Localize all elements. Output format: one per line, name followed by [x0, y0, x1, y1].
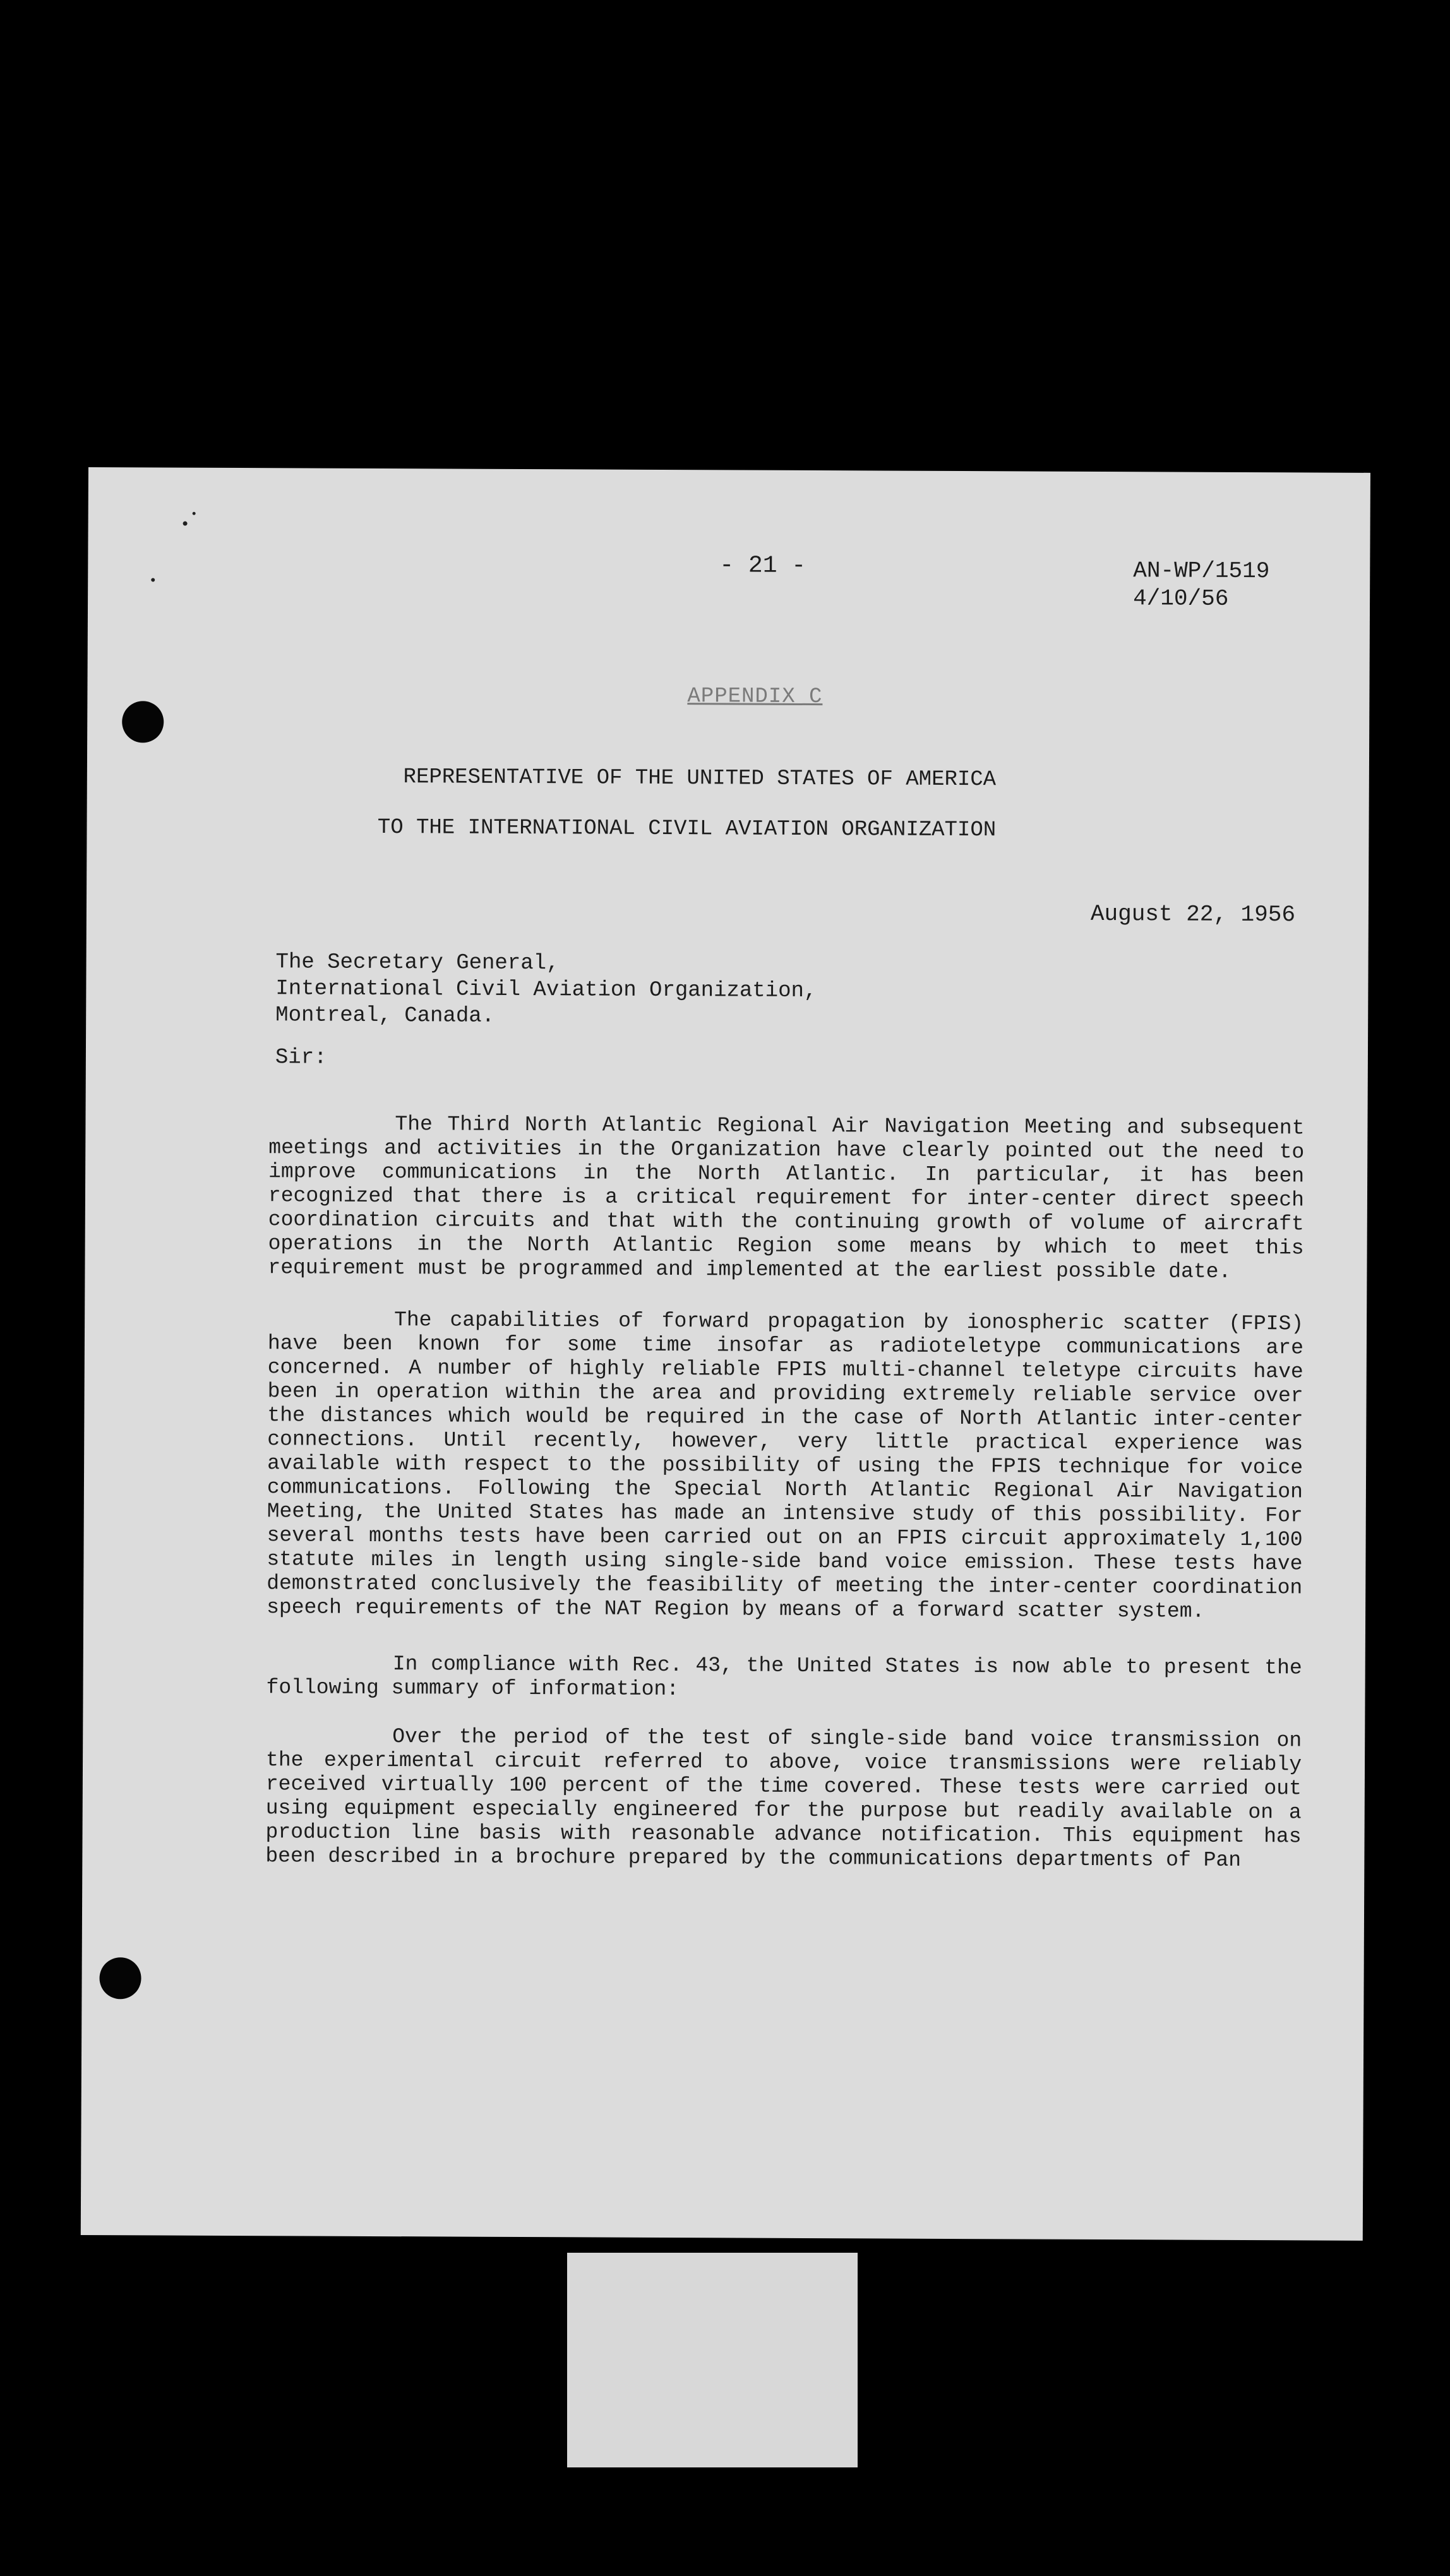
paragraph-2: The capabilities of forward propagation by ionospheric scatter (FPIS) have been known for some time insofar as radioteletype communications are concerned. A number of highly reliable FPIS multi-channel teletype circuits have been in operation within the area and providing extremely reliable service over the distances which would be required in the case of North Atlantic inter-center connections. Until recently, however, very little practical experience was available with respect to the possibility of using the FPIS technique for voice communications. Following the Special North Atlantic Regional Air Navigation Meeting, the United States has made an intensive study of this possibility. For several months tests have been carried out on an FPIS circuit approximately 1,100 statute miles in length using single-side band voice emission. These tests have demonstrated conclusively the feasibility of meeting the inter-center coordination speech requirements of the NAT Region by means of a forward scatter system. [267, 1308, 1304, 1623]
target-card [567, 2253, 858, 2467]
address-line: Montreal, Canada. [275, 1003, 495, 1029]
paragraph-3: In compliance with Rec. 43, the United States is now able to present the following summary of information: [266, 1652, 1302, 1702]
page-number: - 21 - [719, 552, 806, 580]
heading-line-1: REPRESENTATIVE OF THE UNITED STATES OF AMERICA [403, 765, 997, 792]
speck [193, 512, 196, 515]
heading-line-2: TO THE INTERNATIONAL CIVIL AVIATION ORGANIZATION [377, 816, 997, 843]
paragraph-4: Over the period of the test of single-side band voice transmission on the experimental circuit referred to above, voice transmissions were reliably received virtually 100 percent of the time covered. These tests were carried out using equipment especially engineered for the purpose but readily available on a production line basis with reasonable advance notification. This equipment has been described in a brochure prepared by the communications departments of Pan [265, 1725, 1302, 1872]
punch-hole-top [122, 701, 164, 742]
punch-hole-bottom [99, 1957, 141, 1999]
address-line: The Secretary General, [275, 950, 560, 976]
recipient-address [275, 949, 817, 1031]
letter-date: August 22, 1956 [1090, 900, 1296, 928]
paragraph-1: The Third North Atlantic Regional Air Navigation Meeting and subsequent meetings and activities in the Organization have clearly pointed out the need to improve communications in the North Atlantic. In particular, it has been recognized that there is a critical requirement for inter-center direct speech coordination circuits and that with the continuing growth of volume of aircraft operations in the North Atlantic Region some means by which to meet this requirement must be programmed and implemented at the earliest possible date. [268, 1112, 1305, 1284]
speck [183, 522, 188, 526]
speck [151, 578, 155, 581]
address-line: International Civil Aviation Organization, [275, 977, 817, 1004]
document-date: 4/10/56 [1133, 585, 1229, 612]
document-number: AN-WP/1519 [1133, 558, 1270, 585]
document-page [81, 467, 1370, 2241]
appendix-label: APPENDIX C [687, 684, 823, 710]
document-reference [1133, 557, 1269, 613]
salutation: Sir: [275, 1046, 327, 1070]
